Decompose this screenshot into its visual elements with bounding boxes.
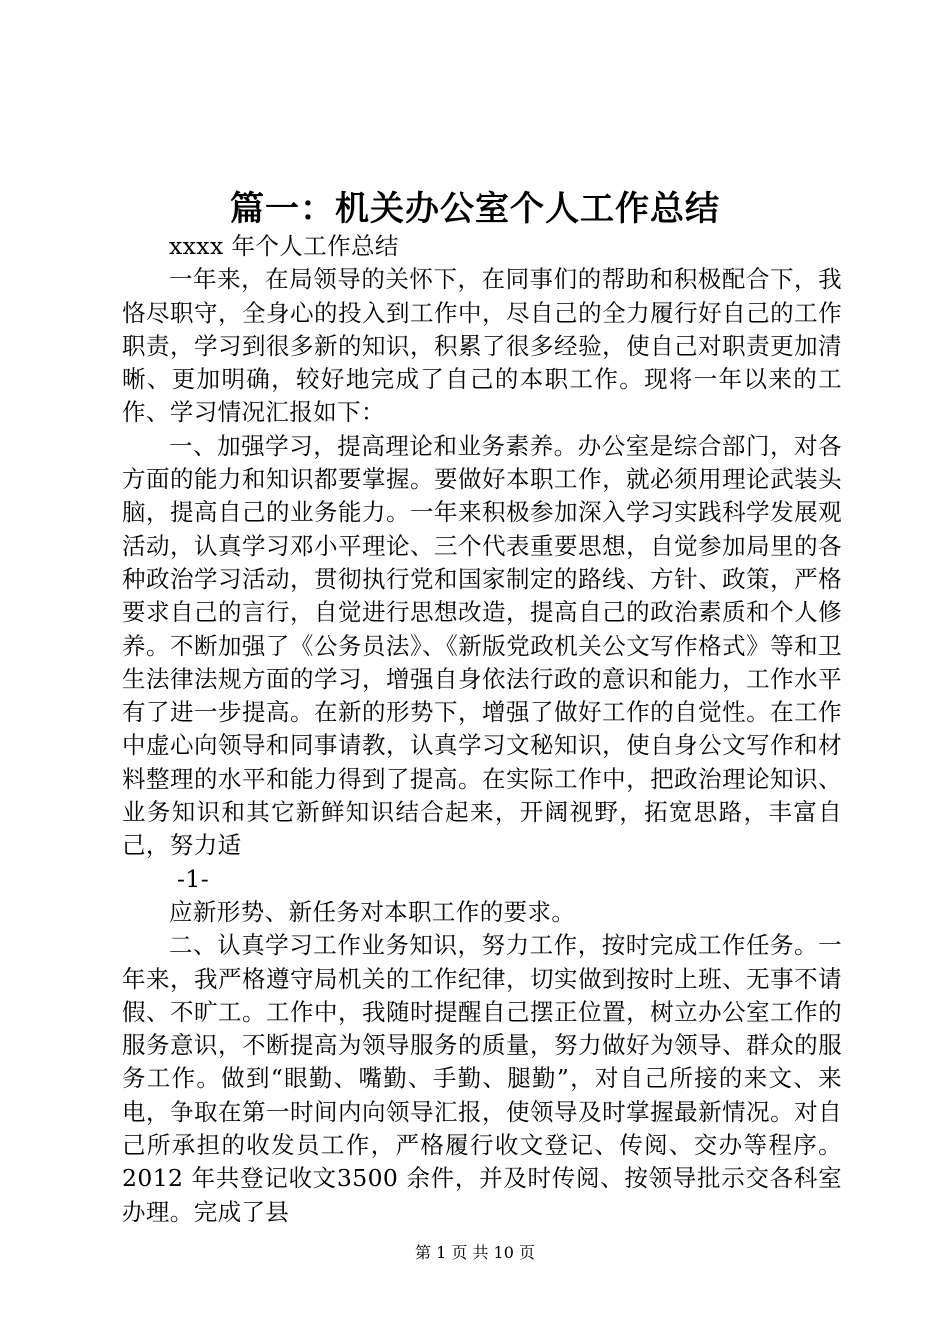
- paragraph-heading: xxxx 年个人工作总结: [169, 232, 399, 260]
- document-body: [122, 230, 842, 1229]
- paragraph-section-two: 二、认真学习工作业务知识，努力工作，按时完成工作任务。一年来，我严格遵守局机关的工作纪律，切实做到按时上班、无事不请假、不旷工。工作中，我随时提醒自己摆正位置，树立办公室工作的服务意识，不断提高为领导服务的质量，努力做好为领导、群众的服务工作。做到“眼勤、嘴勤、手勤、腿勤”，对自己所接的来文、来电，争取在第一时间内向领导汇报，使领导及时掌握最新情况。对自己所承担的收发员工作，严格履行收文登记、传阅、交办等程序。2012 年共登记收文3500 余件，并及时传阅、按领导批示交各科室办理。完成了县: [122, 931, 842, 1226]
- document-title: 篇一：机关办公室个人工作总结: [230, 189, 720, 229]
- paragraph-continuation: 应新形势、新任务对本职工作的要求。: [169, 897, 576, 926]
- paragraph-section-one: 一、加强学习，提高理论和业务素养。办公室是综合部门，对各方面的能力和知识都要掌握。要做好本职工作，就必须用理论武装头脑，提高自己的业务能力。一年来积极参加深入学习实践科学发展观活动，认真学习邓小平理论、三个代表重要思想，自觉参加局里的各种政治学习活动，贯彻执行党和国家制定的路线、方针、政策，严格要求自己的言行，自觉进行思想改造，提高自己的政治素质和个人修养。不断加强了《公务员法》、《新版党政机关公文写作格式》等和卫生法律法规方面的学习，增强自身依法行政的意识和能力，工作水平有了进一步提高。在新的形势下，增强了做好工作的自觉性。在工作中虚心向领导和同事请教，认真学习文秘知识，使自身公文写作和材料整理的水平和能力得到了提高。在实际工作中，把政治理论知识、业务知识和其它新鲜知识结合起来，开阔视野，拓宽思路，丰富自己，努力适: [122, 431, 842, 860]
- page-marker: -1-: [177, 864, 210, 893]
- page-footer: 第 1 页 共 10 页: [415, 1243, 535, 1262]
- paragraph-intro: 一年来，在局领导的关怀下，在同事们的帮助和积极配合下，我恪尽职守，全身心的投入到工作中，尽自己的全力履行好自己的工作职责，学习到很多新的知识，积累了很多经验，使自己对职责更加清晰、更加明确，较好地完成了自己的本职工作。现将一年以来的工作、学习情况汇报如下：: [122, 265, 842, 427]
